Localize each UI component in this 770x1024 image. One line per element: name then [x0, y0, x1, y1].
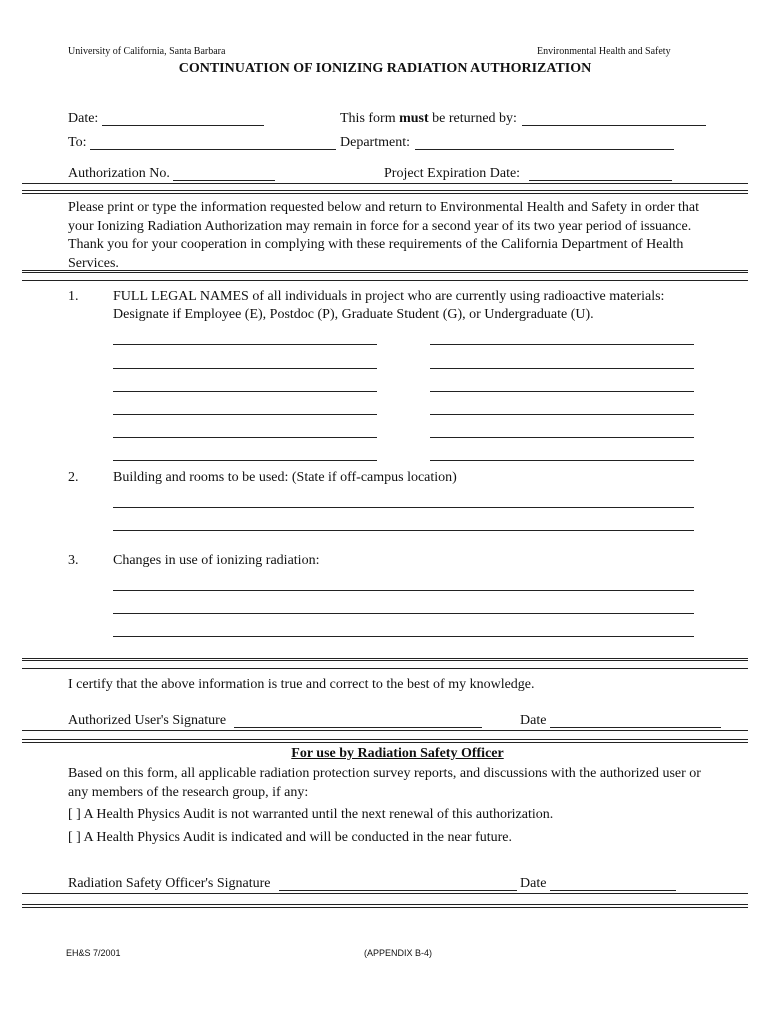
section-2-title: Building and rooms to be used: (State if off-campus location) [113, 470, 457, 485]
rso-date-label: Date [520, 876, 547, 891]
audit-option-not-warranted[interactable]: [ ] A Health Physics Audit is not warranted until the next renewal of this authorization. [68, 807, 554, 822]
section-3-number: 3. [68, 553, 79, 568]
instructions-text: Please print or type the information requested below and return to Environmental Health and Safety in order that your Ionizing Radiation Authorization may remain in force for a second year of its two year period of issuance. Thank you for your cooperation in complying with these requirements of the California Department of Health Services. [68, 200, 699, 271]
name-field[interactable] [430, 368, 694, 369]
certification-date-label: Date [520, 713, 547, 728]
name-field[interactable] [113, 460, 377, 461]
date-field[interactable] [102, 125, 264, 126]
to-field[interactable] [90, 149, 336, 150]
name-field[interactable] [113, 391, 377, 392]
divider [22, 280, 748, 281]
divider-thick [22, 270, 748, 273]
section-1-title: FULL LEGAL NAMES of all individuals in project who are currently using radioactive materials: [113, 289, 665, 304]
form-title: CONTINUATION OF IONIZING RADIATION AUTHORIZATION [178, 61, 592, 76]
certification-date-field[interactable] [550, 727, 721, 728]
name-field[interactable] [113, 414, 377, 415]
name-field[interactable] [430, 391, 694, 392]
name-field[interactable] [430, 344, 694, 345]
to-label: To: [68, 135, 87, 150]
rso-date-field[interactable] [550, 890, 676, 891]
section-2-number: 2. [68, 470, 79, 485]
authorization-field[interactable] [173, 180, 275, 181]
building-field[interactable] [113, 530, 694, 531]
divider-thick [22, 658, 748, 661]
divider [22, 730, 748, 731]
authorized-signature-field[interactable] [234, 727, 482, 728]
name-field[interactable] [430, 414, 694, 415]
return-by-label: This form must be returned by: [340, 111, 517, 126]
department-name: Environmental Health and Safety [537, 46, 671, 57]
return-by-field[interactable] [522, 125, 706, 126]
rso-signature-label: Radiation Safety Officer's Signature [68, 876, 271, 891]
building-field[interactable] [113, 507, 694, 508]
name-field[interactable] [113, 368, 377, 369]
certification-statement: I certify that the above information is true and correct to the best of my knowledge. [68, 677, 535, 692]
section-1-subtitle: Designate if Employee (E), Postdoc (P), Graduate Student (G), or Undergraduate (U). [113, 307, 594, 322]
department-label: Department: [340, 135, 410, 150]
rso-heading: For use by Radiation Safety Officer [291, 746, 504, 761]
changes-field[interactable] [113, 590, 694, 591]
section-3-title: Changes in use of ionizing radiation: [113, 553, 320, 568]
appendix-label: (APPENDIX B-4) [364, 948, 433, 958]
authorization-label: Authorization No. [68, 166, 170, 181]
changes-field[interactable] [113, 636, 694, 637]
divider [22, 668, 748, 669]
divider-double [22, 904, 748, 908]
divider-double [22, 190, 748, 194]
expiration-field[interactable] [529, 180, 672, 181]
audit-option-indicated[interactable]: [ ] A Health Physics Audit is indicated and will be conducted in the near future. [68, 830, 513, 845]
divider-double [22, 739, 748, 743]
expiration-label: Project Expiration Date: [384, 166, 521, 181]
date-label: Date: [68, 111, 99, 126]
divider [22, 183, 748, 184]
name-field[interactable] [113, 344, 377, 345]
rso-signature-field[interactable] [279, 890, 517, 891]
form-code: EH&S 7/2001 [66, 948, 121, 958]
changes-field[interactable] [113, 613, 694, 614]
rso-intro: Based on this form, all applicable radiation protection survey reports, and discussions with the authorized user or any members of the research group, if any: [68, 766, 701, 800]
university-name: University of California, Santa Barbara [68, 46, 226, 57]
name-field[interactable] [430, 460, 694, 461]
department-field[interactable] [415, 149, 674, 150]
section-1-number: 1. [68, 289, 79, 304]
authorized-signature-label: Authorized User's Signature [68, 713, 227, 728]
name-field[interactable] [430, 437, 694, 438]
divider [22, 893, 748, 894]
name-field[interactable] [113, 437, 377, 438]
